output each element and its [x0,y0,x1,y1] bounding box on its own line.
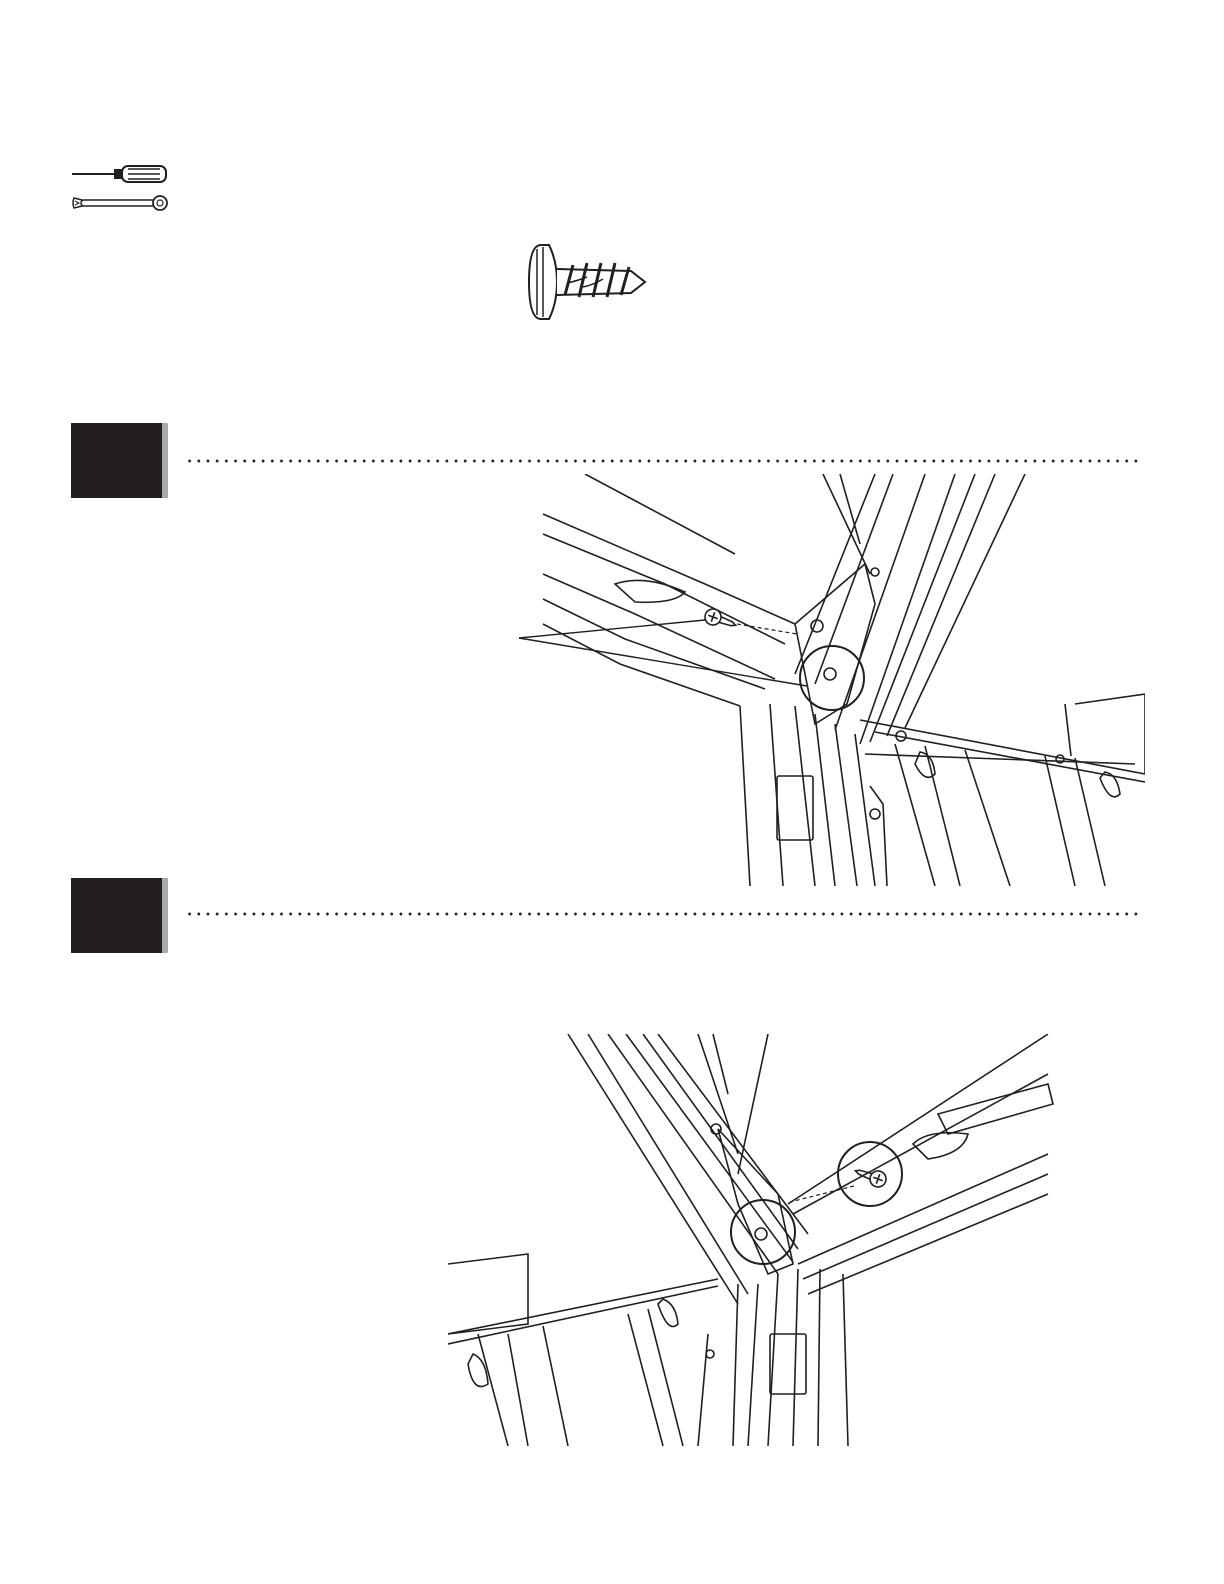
step-2-illustration [448,1034,1058,1446]
step-number-block [71,878,162,953]
screw-icon [527,243,655,321]
step-number [71,423,162,498]
step-marker-shadow [162,423,168,498]
step-marker-shadow [162,878,168,953]
step-1-illustration [515,474,1145,886]
step-divider [185,912,1140,916]
wrench-icon [70,193,170,213]
step-number-block [71,423,162,498]
step-number [71,878,162,953]
screwdriver-icon [70,164,170,184]
step-divider [185,459,1140,463]
